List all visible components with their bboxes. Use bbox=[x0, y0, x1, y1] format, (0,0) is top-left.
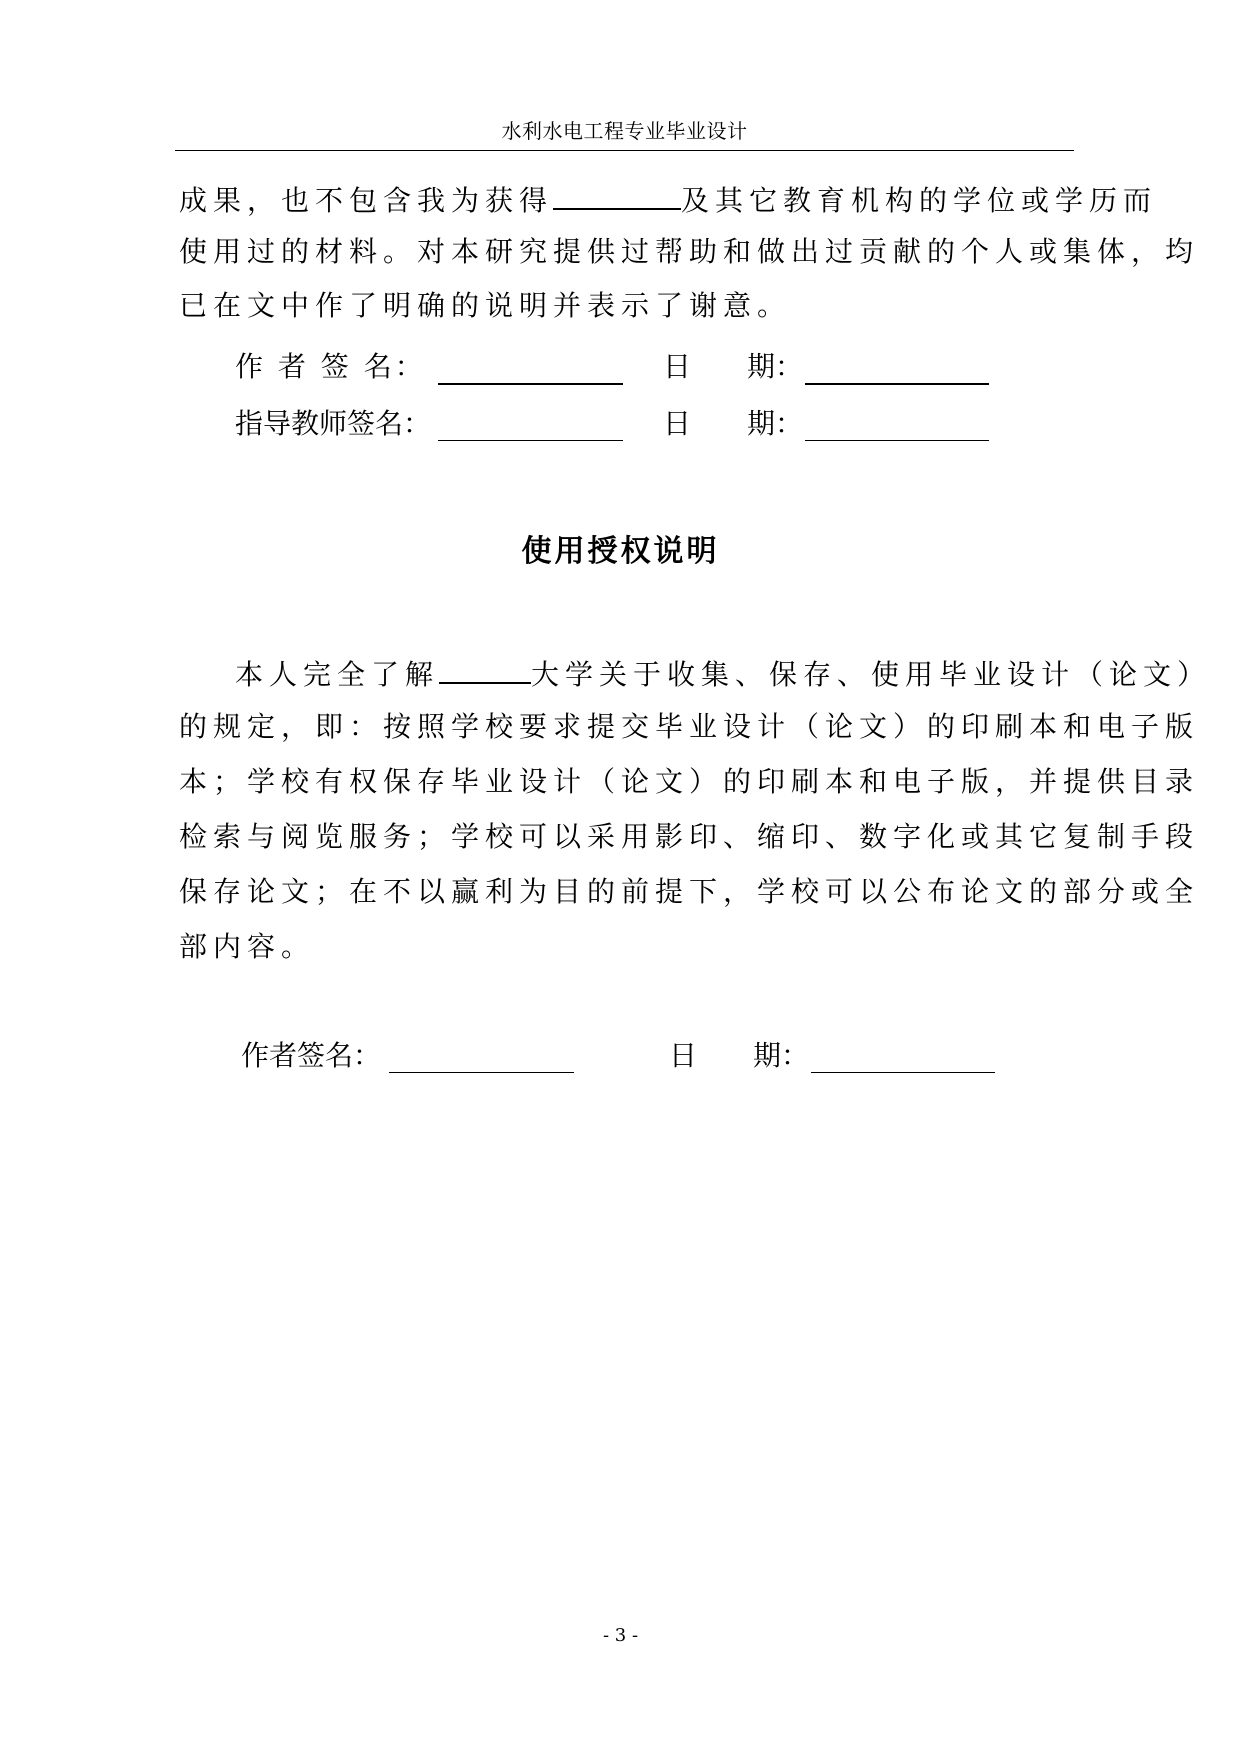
authorization-line-3: 本；学校有权保存毕业设计（论文）的印刷本和电子版，并提供目录 bbox=[179, 765, 1200, 798]
author-date-field[interactable] bbox=[805, 383, 989, 385]
page-header bbox=[175, 112, 1074, 151]
section-title: 使用授权说明 bbox=[521, 534, 720, 569]
date-label-char-2: 期： bbox=[753, 1039, 810, 1072]
authorization-date-field[interactable] bbox=[811, 1072, 995, 1073]
authorization-line-1-after: 大学关于收集、保存、使用毕业设计（论文） bbox=[531, 658, 1212, 691]
page-number: - 3 - bbox=[602, 1625, 639, 1646]
university-blank[interactable] bbox=[439, 652, 531, 684]
date-label-char-2: 期： bbox=[747, 350, 804, 383]
authorization-signature-row bbox=[241, 1036, 1021, 1076]
date-label-char-1: 日 bbox=[663, 407, 692, 440]
advisor-date-field[interactable] bbox=[805, 440, 989, 441]
institution-blank[interactable] bbox=[553, 178, 681, 210]
authorization-line-6: 部内容。 bbox=[179, 930, 316, 963]
authorization-line-4: 检索与阅览服务；学校可以采用影印、缩印、数字化或其它复制手段 bbox=[179, 820, 1200, 853]
authorization-line-1-before: 本人完全了解 bbox=[235, 658, 440, 691]
author-signature-row bbox=[235, 347, 1015, 387]
date-label-char-1: 日 bbox=[663, 350, 692, 383]
authorization-author-signature-field[interactable] bbox=[389, 1072, 574, 1073]
author-signature-field[interactable] bbox=[438, 383, 623, 385]
declaration-line-1 bbox=[179, 178, 1157, 221]
declaration-line-1-before: 成果，也不包含我为获得 bbox=[179, 184, 554, 217]
authorization-line-1 bbox=[235, 652, 1211, 695]
author-sign-label: 作 者 签 名： bbox=[235, 350, 426, 383]
declaration-line-1-after: 及其它教育机构的学位或学历而 bbox=[681, 184, 1158, 217]
date-label-char-1: 日 bbox=[669, 1039, 698, 1072]
advisor-signature-field[interactable] bbox=[438, 440, 623, 441]
declaration-line-2: 使用过的材料。对本研究提供过帮助和做出过贡献的个人或集体，均 bbox=[179, 235, 1200, 268]
authorization-line-2: 的规定，即：按照学校要求提交毕业设计（论文）的印刷本和电子版 bbox=[179, 710, 1200, 743]
advisor-signature-row bbox=[235, 404, 1015, 444]
declaration-line-3: 已在文中作了明确的说明并表示了谢意。 bbox=[179, 289, 792, 322]
date-label-char-2: 期： bbox=[747, 407, 804, 440]
authorization-line-5: 保存论文；在不以赢利为目的前提下，学校可以公布论文的部分或全 bbox=[179, 875, 1200, 908]
advisor-sign-label: 指导教师签名： bbox=[235, 407, 432, 440]
header-title: 水利水电工程专业毕业设计 bbox=[501, 119, 748, 143]
authorization-author-sign-label: 作者签名： bbox=[241, 1039, 382, 1072]
